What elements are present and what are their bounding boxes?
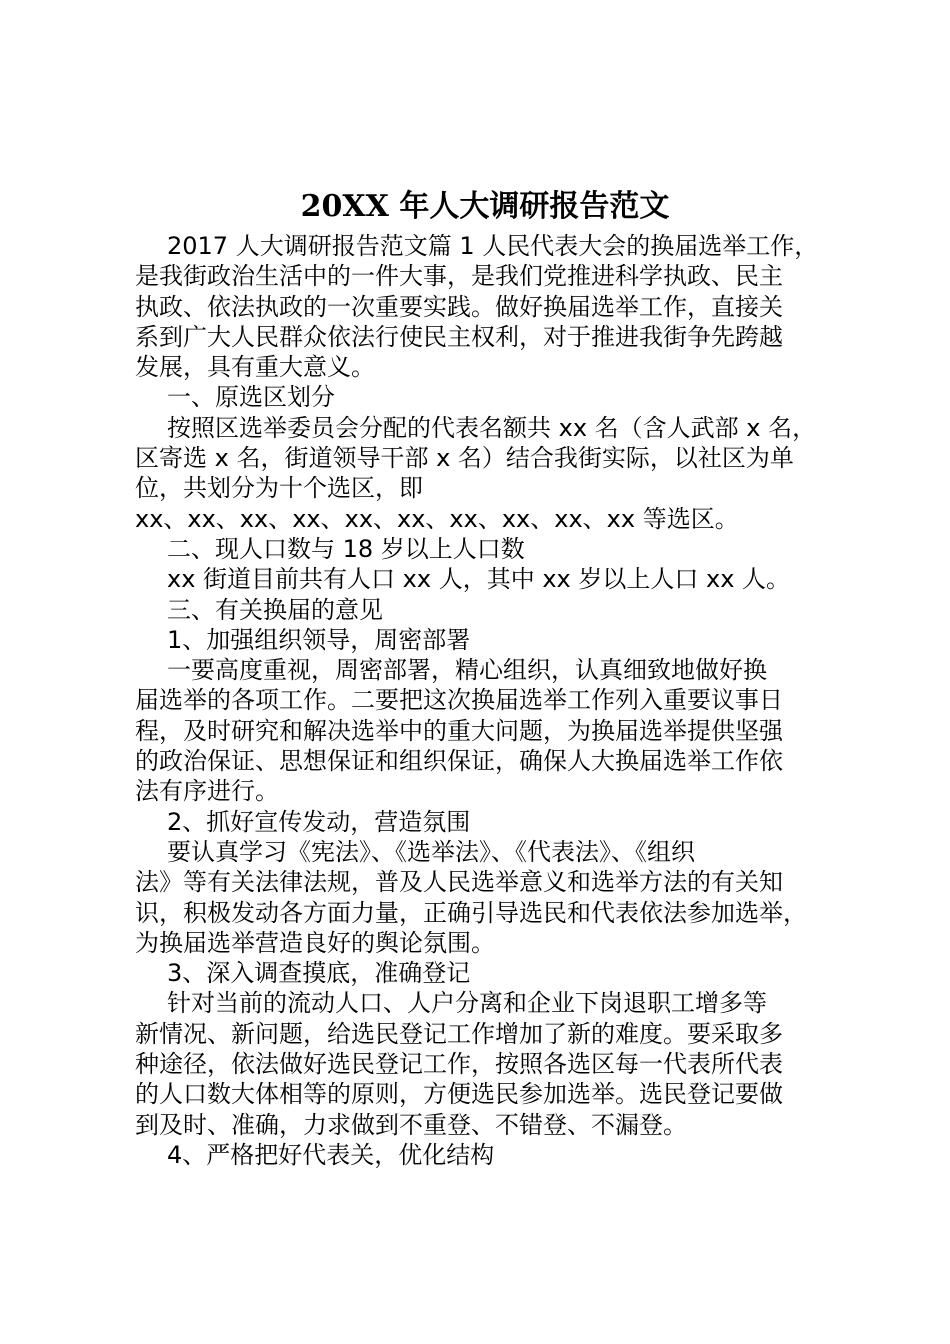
body-line: 2017 人大调研报告范文篇 1 人民代表大会的换届选举工作，	[167, 232, 819, 260]
body-line: 按照区选举委员会分配的代表名额共 xx 名（含人武部 x 名，	[167, 413, 817, 442]
body-line: 2、抓好宣传发动，营造氛围	[167, 807, 471, 836]
body-line: 3、深入调查摸底，准确登记	[167, 959, 471, 988]
document-page	[135, 183, 835, 1170]
document-body	[135, 231, 835, 1170]
body-line: 1、加强组织领导，周密部署	[167, 625, 471, 654]
body-line: 到及时、准确，力求做到不重登、不错登、不漏登。	[135, 1110, 687, 1139]
document-title: 20XX 年人大调研报告范文	[300, 189, 670, 224]
body-line: 4、严格把好代表关，优化结构	[167, 1140, 495, 1169]
body-line: 一、原选区划分	[167, 383, 335, 412]
body-line: 的政治保证、思想保证和组织保证，确保人大换届选举工作依	[135, 747, 783, 776]
body-line: 程，及时研究和解决选举中的重大问题，为换届选举提供坚强	[135, 716, 783, 745]
body-line: 二、现人口数与 18 岁以上人口数	[167, 534, 525, 563]
body-line: 是我街政治生活中的一件大事，是我们党推进科学执政、民主	[135, 262, 783, 291]
body-line: 识，积极发动各方面力量，正确引导选民和代表依法参加选举，	[135, 898, 807, 927]
body-line: 法》等有关法律法规，普及人民选举意义和选举方法的有关知	[135, 868, 783, 897]
body-line: 系到广大人民群众依法行使民主权利，对于推进我街争先跨越	[135, 322, 783, 351]
body-line: 法有序进行。	[135, 777, 279, 806]
body-line: 一要高度重视，周密部署，精心组织，认真细致地做好换	[167, 656, 767, 685]
body-line: 位，共划分为十个选区，即	[135, 474, 423, 503]
body-line: 新情况、新问题，给选民登记工作增加了新的难度。要采取多	[135, 1019, 783, 1048]
body-line: 发展，具有重大意义。	[135, 353, 375, 382]
body-line: 的人口数大体相等的原则，方便选民参加选举。选民登记要做	[135, 1080, 783, 1109]
body-line: 三、有关换届的意见	[167, 595, 383, 624]
body-line: 届选举的各项工作。二要把这次换届选举工作列入重要议事日	[135, 686, 783, 715]
body-line: 为换届选举营造良好的舆论氛围。	[135, 928, 495, 957]
body-line: 针对当前的流动人口、人户分离和企业下岗退职工增多等	[167, 989, 767, 1018]
body-line: 执政、依法执政的一次重要实践。做好换届选举工作，直接关	[135, 292, 783, 321]
body-line: xx 街道目前共有人口 xx 人，其中 xx 岁以上人口 xx 人。	[167, 565, 791, 594]
body-line: 要认真学习《宪法》、《选举法》、《代表法》、《组织	[167, 837, 695, 866]
body-line: xx、xx、xx、xx、xx、xx、xx、xx、xx、xx 等选区。	[135, 504, 739, 533]
body-line: 种途径，依法做好选民登记工作，按照各选区每一代表所代表	[135, 1050, 783, 1079]
body-line: 区寄选 x 名，街道领导干部 x 名）结合我街实际，以社区为单	[135, 444, 794, 473]
